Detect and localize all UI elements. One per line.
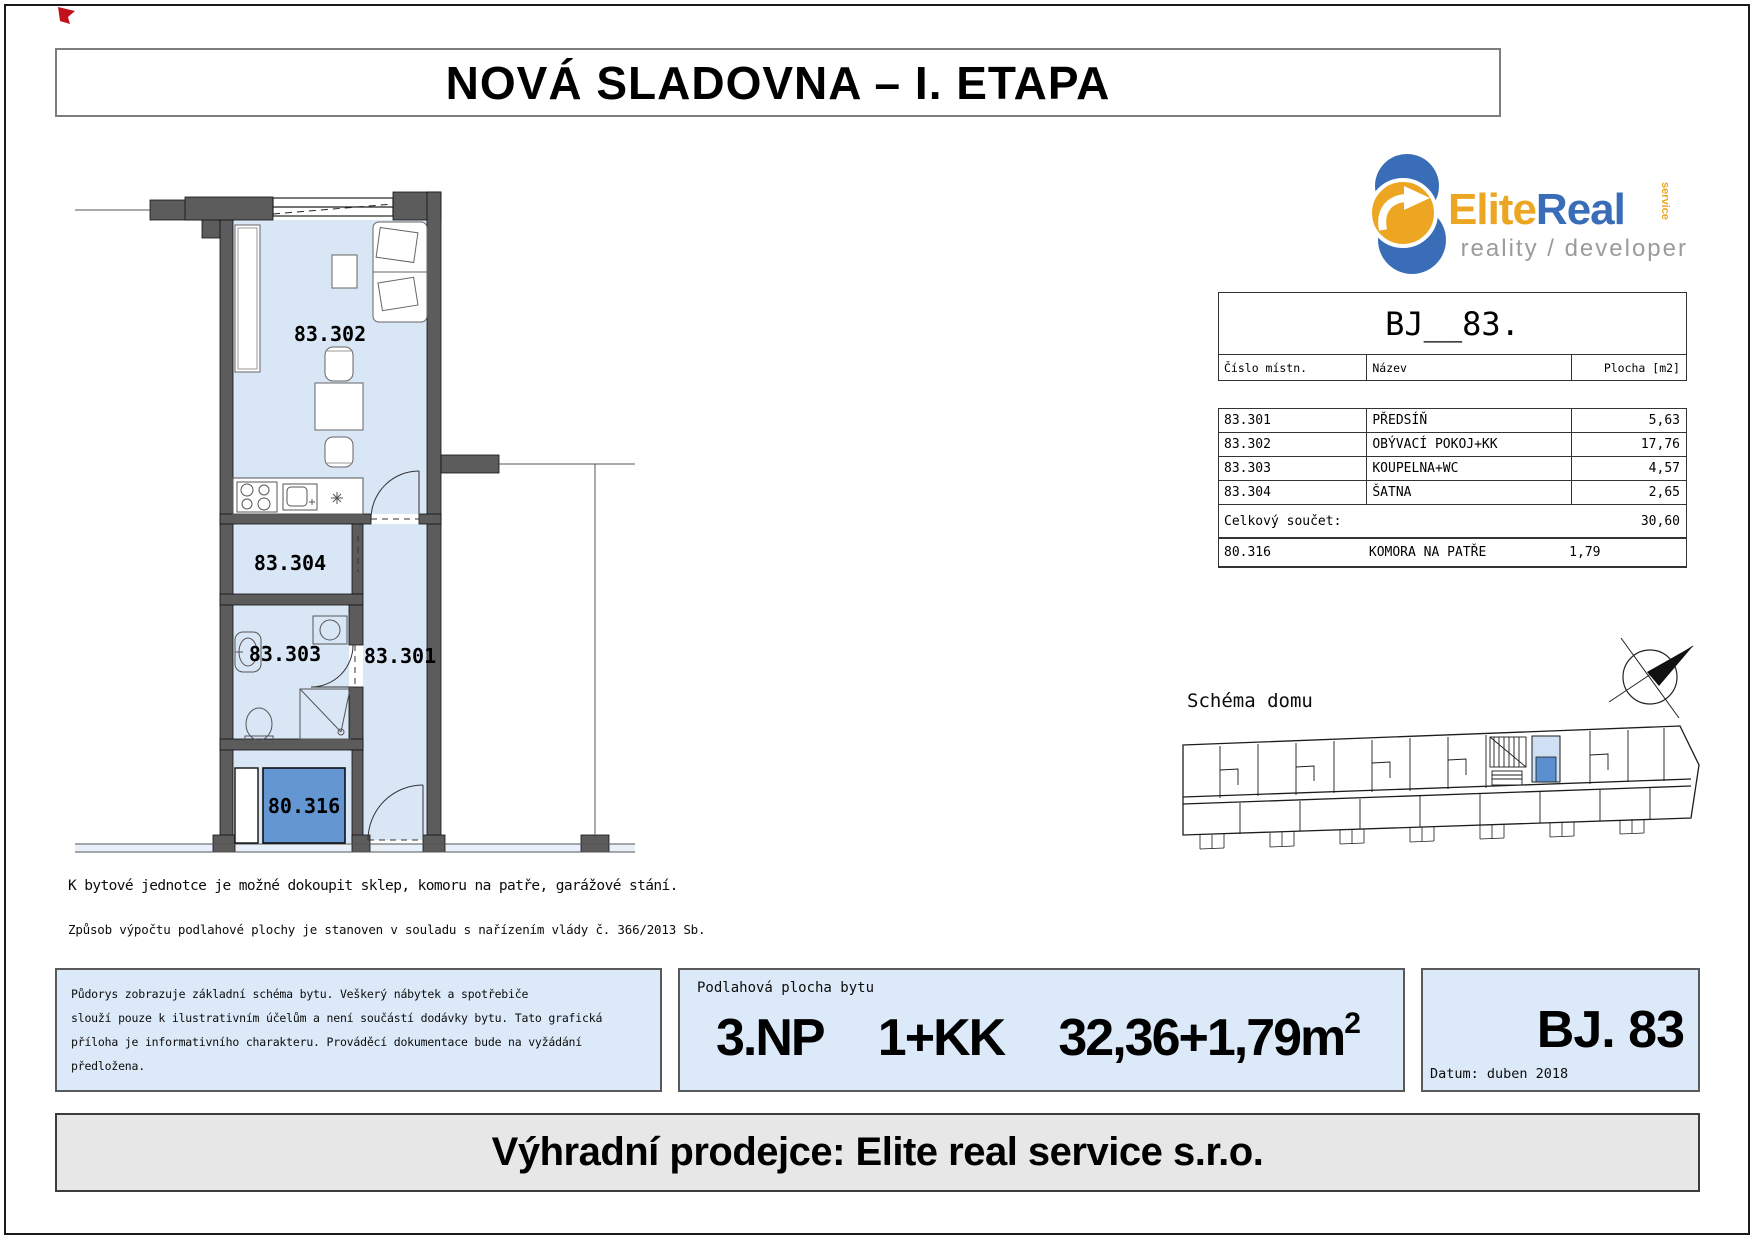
total-label: Celkový součet: — [1224, 513, 1342, 529]
area-value: $32,36+1,79m^2$ — [1058, 1006, 1361, 1067]
cell-room-area: 5,63 — [1648, 413, 1680, 428]
page-title: NOVÁ SLADOVNA – I. ETAPA — [445, 56, 1111, 109]
floor-area-label: Podlahová plocha bytu — [697, 980, 875, 996]
cell-room-name: OBÝVACÍ POKOJ+KK — [1367, 433, 1572, 456]
eliteReal-logo — [1358, 146, 1708, 278]
table-total-row — [1219, 505, 1686, 539]
cell-room-id: 83.304 — [1219, 481, 1367, 504]
cell-room-id: 83.303 — [1219, 457, 1367, 480]
disclaimer-line: slouží pouze k ilustrativním účelům a není součástí dodávky bytu. Tato grafická — [71, 1011, 603, 1025]
window — [273, 198, 393, 216]
compass-icon — [1603, 630, 1698, 725]
cell-room-name: ŠATNA — [1367, 481, 1572, 504]
table-row — [1219, 481, 1686, 505]
date-label: Datum: duben 2018 — [1430, 1066, 1569, 1082]
unit-summary-values — [680, 1008, 1403, 1068]
table-extra-row — [1219, 539, 1686, 566]
cell-room-id: 83.302 — [1219, 433, 1367, 456]
label-komora: 80.316 — [267, 794, 341, 818]
corner-mark — [56, 5, 78, 27]
disclaimer-line: předložena. — [71, 1059, 145, 1073]
unit-area-table — [1218, 292, 1687, 568]
logo-mark-icon — [1370, 154, 1446, 274]
label-satna: 83.304 — [253, 551, 327, 575]
col-header-room-number: Číslo místn. — [1219, 355, 1367, 380]
table-row — [1219, 409, 1686, 433]
cell-room-area: 4,57 — [1648, 461, 1680, 476]
footer-banner — [55, 1113, 1700, 1192]
disclaimer-box — [55, 968, 662, 1092]
disclaimer-line: Půdorys zobrazuje základní schéma bytu. Veškerý nábytek a spotřebiče — [71, 987, 529, 1001]
unit-code: BJ. 83 — [1536, 1001, 1684, 1059]
cell-room-name: PŘEDSÍŇ — [1367, 409, 1572, 432]
table-header-box — [1218, 292, 1687, 381]
table-row — [1219, 433, 1686, 457]
table-row — [1219, 457, 1686, 481]
schema-highlight-unit — [1532, 736, 1560, 782]
building-schema — [1180, 715, 1705, 865]
schema-label: Schéma domu — [1187, 690, 1313, 712]
logo-service-text: service — [1659, 182, 1671, 220]
cell-room-area: 17,76 — [1640, 437, 1680, 452]
cell-room-area: 1,79 — [1569, 545, 1601, 560]
floor-value: 3.NP — [716, 1009, 824, 1067]
disclaimer-line: příloha je informativního charakteru. Prováděcí dokumentace bude na vyžádání — [71, 1035, 582, 1049]
layout-value: 1+KK — [877, 1009, 1005, 1067]
logo-tagline: reality / developer — [1460, 235, 1688, 262]
title-bar — [55, 48, 1501, 117]
label-living: 83.302 — [293, 322, 367, 346]
table-title: BJ__83. — [1385, 304, 1520, 343]
total-value: 30,60 — [1640, 513, 1680, 529]
unit-code-box — [1421, 968, 1700, 1092]
cell-room-area: 2,65 — [1648, 485, 1680, 500]
cell-room-name: KOUPELNA+WC — [1367, 457, 1572, 480]
cell-room-id: 80.316 — [1224, 545, 1271, 560]
cell-room-id: 83.301 — [1219, 409, 1367, 432]
note-regulation: Způsob výpočtu podlahové plochy je stanoven v souladu s nařízením vlády č. 366/2013 Sb. — [68, 922, 706, 937]
table-column-headers — [1219, 354, 1686, 380]
kitchen-counter — [233, 478, 363, 514]
unit-summary-box — [678, 968, 1405, 1092]
label-predsin: 83.301 — [363, 644, 437, 668]
label-koupelna: 83.303 — [248, 642, 322, 666]
table-body-box — [1218, 408, 1687, 568]
logo-wordmark: EliteReal — [1448, 185, 1625, 234]
footer-text: Výhradní prodejce: Elite real service s.r.o. — [491, 1130, 1264, 1174]
col-header-name: Název — [1367, 355, 1572, 380]
col-header-area: Plocha [m2] — [1603, 360, 1680, 375]
floor-plan — [75, 158, 635, 858]
cell-room-name: KOMORA NA PATŘE — [1368, 545, 1487, 560]
note-addons: K bytové jednotce je možné dokoupit sklep, komoru na patře, garážové stání. — [68, 878, 678, 894]
